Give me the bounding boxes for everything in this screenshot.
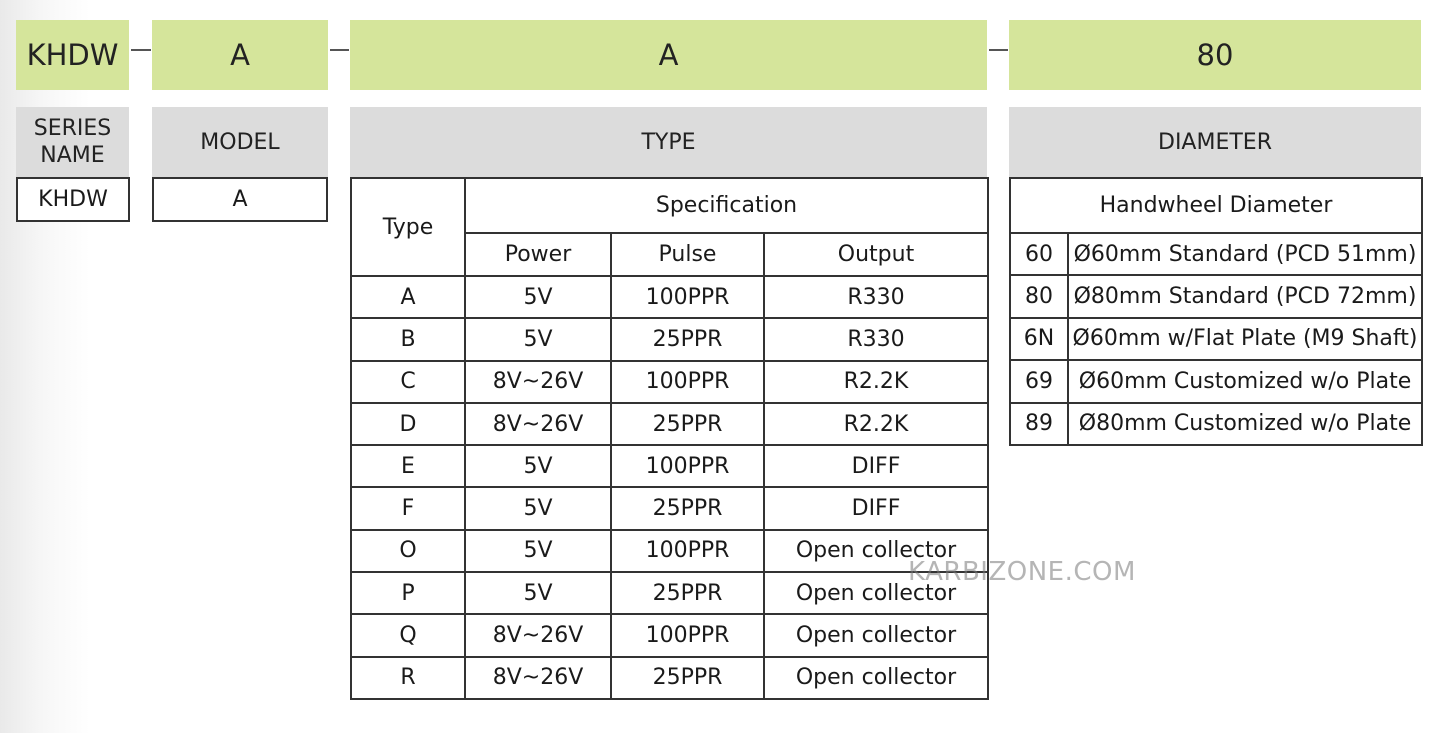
- type-cell: F: [351, 487, 465, 529]
- diameter-code-cell: 6N: [1010, 318, 1068, 360]
- power-cell: 8V~26V: [465, 614, 611, 656]
- power-cell: 5V: [465, 445, 611, 487]
- col-power-header: Power: [465, 233, 611, 276]
- power-cell: 5V: [465, 318, 611, 360]
- col-type-header: Type: [351, 178, 465, 276]
- pulse-cell: 25PPR: [611, 572, 764, 614]
- output-cell: Open collector: [764, 657, 988, 699]
- col-output-header: Output: [764, 233, 988, 276]
- model-value-box: [152, 177, 328, 222]
- output-cell: Open collector: [764, 614, 988, 656]
- table-row: [351, 445, 988, 487]
- output-cell: R2.2K: [764, 403, 988, 445]
- table-row: [1010, 360, 1422, 402]
- diameter-header: DIAMETER: [1009, 107, 1421, 177]
- table-row: [1010, 318, 1422, 360]
- type-code: A: [658, 38, 679, 72]
- pulse-cell: 25PPR: [611, 487, 764, 529]
- power-cell: 8V~26V: [465, 361, 611, 403]
- series-value-box: [16, 177, 130, 222]
- type-cell: C: [351, 361, 465, 403]
- type-cell: O: [351, 530, 465, 572]
- type-cell: A: [351, 276, 465, 318]
- diameter-desc-cell: Ø60mm Customized w/o Plate: [1068, 360, 1422, 402]
- output-cell: Open collector: [764, 530, 988, 572]
- table-row: [1010, 403, 1422, 445]
- table-row: [351, 318, 988, 360]
- series-code: KHDW: [26, 38, 119, 72]
- watermark: KARBIZONE.COM: [908, 557, 1136, 587]
- diameter-desc-cell: Ø60mm Standard (PCD 51mm): [1068, 233, 1422, 275]
- power-cell: 5V: [465, 572, 611, 614]
- series-header-line1: SERIES: [33, 116, 112, 141]
- diameter-code-cell: 89: [1010, 403, 1068, 445]
- model-value: A: [232, 187, 248, 212]
- power-cell: 5V: [465, 276, 611, 318]
- diameter-code-cell: 69: [1010, 360, 1068, 402]
- separator-dash: [330, 49, 349, 51]
- type-cell: E: [351, 445, 465, 487]
- power-cell: 8V~26V: [465, 657, 611, 699]
- output-cell: DIFF: [764, 487, 988, 529]
- separator-dash: [131, 49, 151, 51]
- output-cell: Open collector: [764, 572, 988, 614]
- table-row: [1010, 275, 1422, 317]
- diameter-code: 80: [1196, 38, 1234, 72]
- table-row: [351, 403, 988, 445]
- diameter-table-header: Handwheel Diameter: [1010, 178, 1422, 233]
- power-cell: 8V~26V: [465, 403, 611, 445]
- col-pulse-header: Pulse: [611, 233, 764, 276]
- type-cell: B: [351, 318, 465, 360]
- type-cell: Q: [351, 614, 465, 656]
- diameter-desc-cell: Ø80mm Standard (PCD 72mm): [1068, 275, 1422, 317]
- diameter-code-box: [1009, 20, 1421, 90]
- type-cell: D: [351, 403, 465, 445]
- pulse-cell: 100PPR: [611, 445, 764, 487]
- pulse-cell: 25PPR: [611, 318, 764, 360]
- table-row: [351, 487, 988, 529]
- diameter-code-cell: 60: [1010, 233, 1068, 275]
- diameter-code-cell: 80: [1010, 275, 1068, 317]
- type-cell: R: [351, 657, 465, 699]
- diameter-desc-cell: Ø80mm Customized w/o Plate: [1068, 403, 1422, 445]
- type-header: TYPE: [350, 107, 987, 177]
- series-value: KHDW: [38, 187, 108, 212]
- output-cell: R2.2K: [764, 361, 988, 403]
- pulse-cell: 100PPR: [611, 530, 764, 572]
- pulse-cell: 100PPR: [611, 276, 764, 318]
- pulse-cell: 100PPR: [611, 361, 764, 403]
- type-code-box: [350, 20, 987, 90]
- power-cell: 5V: [465, 487, 611, 529]
- table-row: [351, 572, 988, 614]
- table-row: [351, 276, 988, 318]
- output-cell: R330: [764, 318, 988, 360]
- diameter-desc-cell: Ø60mm w/Flat Plate (M9 Shaft): [1068, 318, 1422, 360]
- model-header: MODEL: [152, 107, 328, 177]
- pulse-cell: 25PPR: [611, 403, 764, 445]
- diameter-table: [1009, 177, 1423, 446]
- type-spec-table: [350, 177, 989, 700]
- series-header-line2: NAME: [40, 143, 105, 168]
- table-row: [351, 657, 988, 699]
- table-row: [351, 361, 988, 403]
- pulse-cell: 25PPR: [611, 657, 764, 699]
- power-cell: 5V: [465, 530, 611, 572]
- col-spec-header: Specification: [465, 178, 988, 233]
- separator-dash: [989, 49, 1008, 51]
- table-row: [1010, 233, 1422, 275]
- table-row: [351, 530, 988, 572]
- type-cell: P: [351, 572, 465, 614]
- series-name-header: [16, 107, 129, 177]
- table-header-row: [1010, 178, 1422, 233]
- series-code-box: [16, 20, 129, 90]
- table-header-row: [351, 178, 988, 233]
- model-code-box: [152, 20, 328, 90]
- table-row: [351, 614, 988, 656]
- pulse-cell: 100PPR: [611, 614, 764, 656]
- output-cell: DIFF: [764, 445, 988, 487]
- model-code: A: [230, 38, 250, 72]
- output-cell: R330: [764, 276, 988, 318]
